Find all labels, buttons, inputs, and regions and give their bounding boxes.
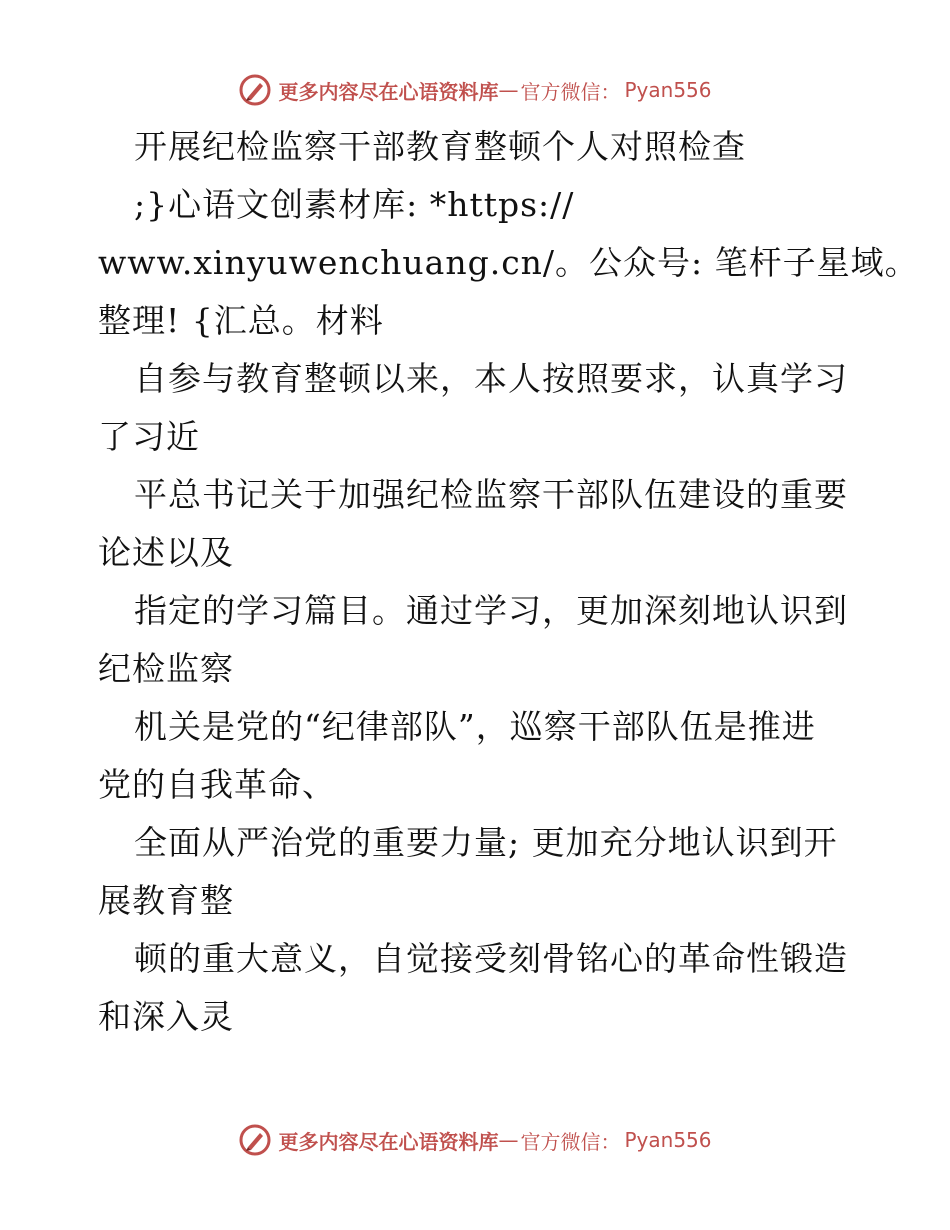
doc-title: 开展纪检监察干部教育整顿个人对照检查: [134, 127, 746, 166]
doc-line: 顿的重大意义，自觉接受刻骨铭心的革命性锻造: [134, 939, 848, 978]
doc-line: 自参与教育整顿以来，本人按照要求，认真学习: [134, 359, 848, 398]
banner-dash: —: [498, 1128, 519, 1152]
doc-line: 了习近: [98, 417, 200, 456]
banner-wechat-label: 官方微信：: [520, 1129, 621, 1154]
footer-banner: [0, 1120, 950, 1160]
document-body: [98, 118, 919, 1046]
pen-seal-icon: [238, 1123, 272, 1157]
doc-line: 指定的学习篇目。通过学习，更加深刻地认识到: [134, 591, 848, 630]
pen-seal-icon: [238, 73, 272, 107]
doc-line: 平总书记关于加强纪检监察干部队伍建设的重要: [134, 475, 848, 514]
doc-line: 展教育整: [98, 881, 234, 920]
header-banner: [0, 70, 950, 110]
banner-main-text: 更多内容尽在心语资料库: [278, 1129, 499, 1154]
banner-dash: —: [498, 78, 519, 102]
doc-line: 整理! {汇总。材料: [98, 301, 384, 340]
doc-line: 全面从严治党的重要力量; 更加充分地认识到开: [134, 823, 838, 862]
doc-line: 纪检监察: [98, 649, 234, 688]
doc-line: www.xinyuwenchuang.cn/。公众号: 笔杆子星域。: [98, 243, 919, 282]
banner-main-text: 更多内容尽在心语资料库: [278, 79, 499, 104]
banner-wechat-id: Pyan556: [624, 1128, 712, 1152]
banner-wechat-id: Pyan556: [624, 78, 712, 102]
doc-line: ;}心语文创素材库: *https://: [134, 185, 575, 224]
doc-line: 党的自我革命、: [98, 765, 336, 804]
doc-line: 机关是党的“纪律部队”，巡察干部队伍是推进: [134, 707, 816, 746]
doc-line: 论述以及: [98, 533, 234, 572]
banner-wechat-label: 官方微信：: [520, 79, 621, 104]
doc-line: 和深入灵: [98, 997, 234, 1036]
